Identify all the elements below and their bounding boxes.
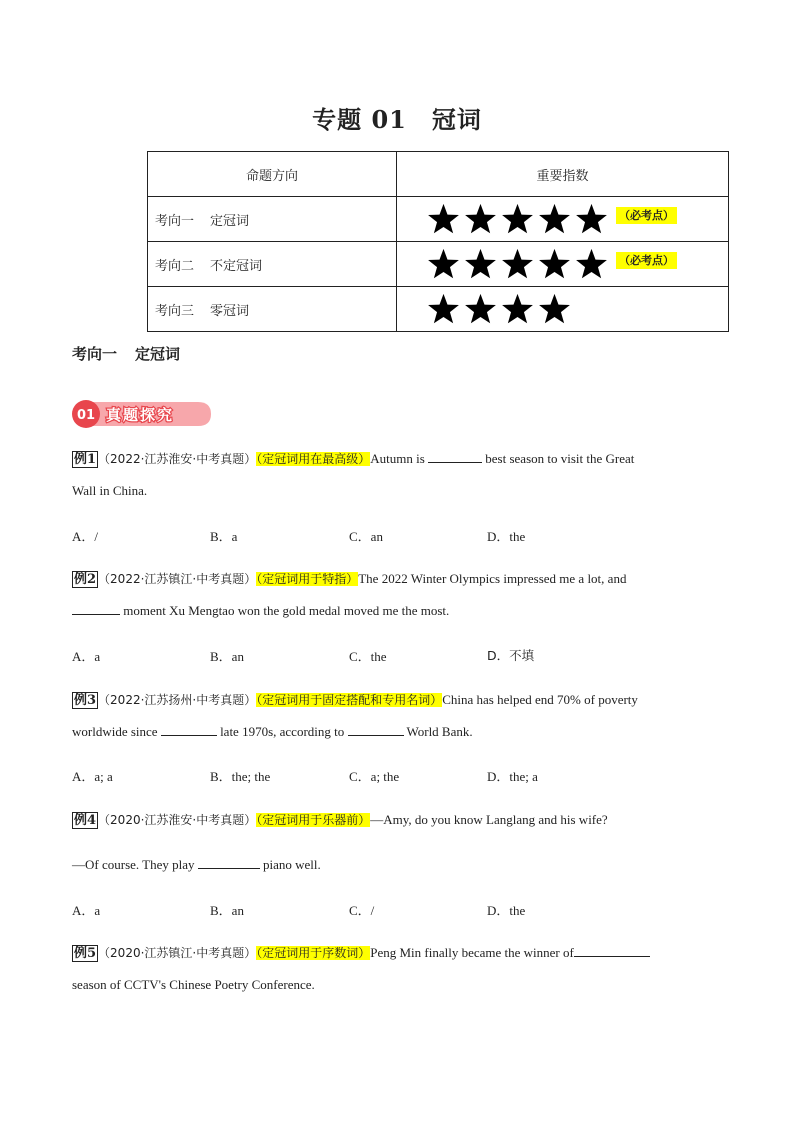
example-highlight: （定冠词用于乐器前） bbox=[256, 813, 371, 827]
topic-cell bbox=[148, 287, 397, 332]
star-rating bbox=[427, 248, 608, 280]
example-source: （2022·江苏镇江·中考真题） bbox=[98, 572, 257, 586]
example-5 bbox=[72, 937, 712, 1000]
question-text: best season to visit the Great bbox=[482, 451, 635, 466]
example-line bbox=[72, 443, 712, 475]
star-icon bbox=[501, 248, 534, 280]
option-d[interactable]: D．the bbox=[487, 529, 526, 544]
option-b[interactable]: B．an bbox=[210, 649, 244, 664]
options-2 bbox=[72, 646, 672, 666]
option-b[interactable]: B．a bbox=[210, 529, 238, 544]
example-source: （2020·江苏镇江·中考真题） bbox=[98, 946, 257, 960]
question-text: —Amy, do you know Langlang and his wife? bbox=[370, 812, 608, 827]
example-highlight: （定冠词用在最高级） bbox=[256, 452, 371, 466]
question-text: —Of course. They play bbox=[72, 857, 198, 872]
option-b[interactable]: B．an bbox=[210, 903, 244, 918]
badge-text: 真题探究 bbox=[106, 406, 175, 424]
option-d[interactable]: D．the bbox=[487, 903, 526, 918]
option-c[interactable]: C．an bbox=[349, 529, 383, 544]
star-icon bbox=[464, 248, 497, 280]
stars-cell bbox=[397, 197, 729, 242]
option-b[interactable]: B．the; the bbox=[210, 769, 271, 784]
topic-code: 考向三 bbox=[155, 303, 195, 319]
example-highlight: （定冠词用于特指） bbox=[256, 572, 359, 586]
option-a[interactable]: A．/ bbox=[72, 529, 99, 544]
example-line: Wall in China. bbox=[72, 483, 148, 498]
example-4 bbox=[72, 804, 712, 880]
options-3 bbox=[72, 766, 672, 786]
section-code: 考向一 bbox=[72, 345, 118, 363]
star-icon bbox=[427, 203, 460, 235]
star-icon bbox=[575, 248, 608, 280]
section-name: 定冠词 bbox=[135, 345, 181, 363]
question-text: late 1970s, according to bbox=[216, 724, 348, 739]
example-label: 例4 bbox=[74, 813, 97, 828]
star-icon bbox=[501, 293, 534, 325]
example-3 bbox=[72, 684, 712, 747]
question-text: The 2022 Winter Olympics impressed me a lot, and bbox=[358, 571, 627, 586]
option-c[interactable]: C．a; the bbox=[349, 769, 400, 784]
star-rating bbox=[427, 203, 608, 235]
example-1 bbox=[72, 443, 712, 506]
example-label: 例5 bbox=[74, 946, 97, 961]
example-label: 例3 bbox=[74, 693, 97, 708]
star-icon bbox=[427, 293, 460, 325]
star-icon bbox=[464, 293, 497, 325]
section-heading bbox=[72, 343, 180, 364]
topic-code: 考向二 bbox=[155, 258, 195, 274]
option-a[interactable]: A．a; a bbox=[72, 769, 113, 784]
option-d[interactable]: D．不填 bbox=[487, 648, 535, 663]
star-icon bbox=[501, 203, 534, 235]
example-line bbox=[72, 716, 712, 747]
example-line bbox=[72, 937, 712, 969]
option-a[interactable]: A．a bbox=[72, 649, 101, 664]
question-text: World Bank. bbox=[403, 724, 473, 739]
options-4 bbox=[72, 900, 672, 920]
must-test-tag: （必考点） bbox=[616, 207, 677, 224]
example-line bbox=[72, 595, 712, 626]
example-line bbox=[72, 684, 712, 716]
star-icon bbox=[538, 293, 571, 325]
example-highlight: （定冠词用于固定搭配和专用名词） bbox=[256, 693, 443, 707]
star-icon bbox=[538, 248, 571, 280]
example-2 bbox=[72, 563, 712, 626]
option-a[interactable]: A．a bbox=[72, 903, 101, 918]
topic-cell bbox=[148, 242, 397, 287]
example-source: （2022·江苏扬州·中考真题） bbox=[98, 693, 257, 707]
answer-blank[interactable] bbox=[72, 603, 120, 615]
example-line bbox=[72, 849, 712, 880]
star-icon bbox=[575, 203, 608, 235]
question-text: piano well. bbox=[259, 857, 321, 872]
options-1 bbox=[72, 526, 672, 546]
page-title: 专题 01 冠词 bbox=[312, 105, 482, 134]
answer-blank[interactable] bbox=[348, 724, 404, 736]
header-importance: 重要指数 bbox=[397, 152, 729, 197]
real-exam-badge bbox=[72, 399, 212, 429]
example-highlight: （定冠词用于序数词） bbox=[256, 946, 371, 960]
example-source: （2020·江苏淮安·中考真题） bbox=[98, 813, 257, 827]
example-line bbox=[72, 563, 712, 595]
question-text: moment Xu Mengtao won the gold medal moved me the most. bbox=[120, 603, 450, 618]
example-line: season of CCTV's Chinese Poetry Conference. bbox=[72, 977, 315, 992]
importance-table bbox=[147, 151, 729, 332]
table-header-row bbox=[148, 152, 729, 197]
star-icon bbox=[427, 248, 460, 280]
answer-blank[interactable] bbox=[428, 451, 482, 463]
star-icon bbox=[464, 203, 497, 235]
answer-blank[interactable] bbox=[574, 945, 650, 957]
answer-blank[interactable] bbox=[198, 857, 260, 869]
topic-name: 定冠词 bbox=[210, 213, 250, 229]
example-line bbox=[72, 804, 712, 836]
topic-name: 零冠词 bbox=[210, 303, 250, 319]
option-d[interactable]: D．the; a bbox=[487, 769, 538, 784]
question-text: Peng Min finally became the winner of bbox=[370, 945, 574, 960]
header-direction: 命题方向 bbox=[148, 152, 397, 197]
option-c[interactable]: C．the bbox=[349, 649, 387, 664]
example-label: 例1 bbox=[74, 452, 97, 467]
table-row bbox=[148, 242, 729, 287]
star-icon bbox=[538, 203, 571, 235]
topic-code: 考向一 bbox=[155, 213, 195, 229]
topic-name: 不定冠词 bbox=[210, 258, 263, 274]
stars-cell bbox=[397, 242, 729, 287]
stars-cell bbox=[397, 287, 729, 332]
topic-cell bbox=[148, 197, 397, 242]
must-test-tag: （必考点） bbox=[616, 252, 677, 269]
table-row bbox=[148, 197, 729, 242]
example-source: （2022·江苏淮安·中考真题） bbox=[98, 452, 257, 466]
example-label: 例2 bbox=[74, 572, 97, 587]
star-rating bbox=[427, 293, 571, 325]
badge-number: 01 bbox=[76, 408, 96, 423]
question-text: China has helped end 70% of poverty bbox=[442, 692, 638, 707]
answer-blank[interactable] bbox=[161, 724, 217, 736]
question-text: Autumn is bbox=[370, 451, 429, 466]
table-row bbox=[148, 287, 729, 332]
option-c[interactable]: C．/ bbox=[349, 903, 375, 918]
question-text: worldwide since bbox=[72, 724, 161, 739]
